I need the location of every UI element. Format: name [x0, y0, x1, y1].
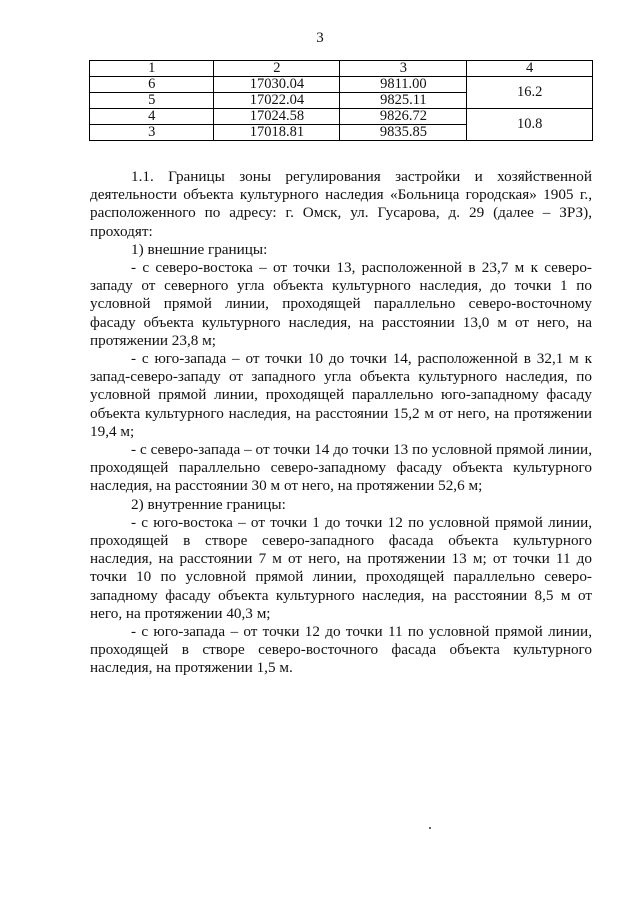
section-paragraph: 1.1. Границы зоны регулирования застройки и хозяйственной деятельности объекта культурного наследия «Больница городская» 1905 г., расположенного по адресу: г. Омск, ул. Гусарова, д. 29 (далее – ЗРЗ), проходят: [90, 168, 592, 240]
header-cell: 3 [340, 61, 467, 77]
y-cell: 9825.11 [340, 93, 467, 109]
boundary-paragraph: - с северо-запада – от точки 14 до точки 13 по условной прямой линии, проходящей параллельно северо-западному фасаду объекта культурного наследия, на расстоянии 30 м от него, на протяжении 52,6 м; [90, 441, 592, 495]
length-cell: 16.2 [467, 77, 593, 109]
coordinates-table [89, 60, 593, 141]
x-cell: 17030.04 [214, 77, 340, 93]
list-heading: 1) внешние границы: [131, 240, 268, 258]
x-cell: 17018.81 [214, 125, 340, 141]
table-header-row [90, 61, 593, 77]
table-row [90, 77, 593, 93]
boundary-paragraph: - с юго-запада – от точки 12 до точки 11 по условной прямой линии, проходящей в створе северо-восточного фасада объекта культурного наследия, на протяжении 1,5 м. [90, 623, 592, 677]
header-cell: 1 [90, 61, 214, 77]
point-cell: 4 [90, 109, 214, 125]
list-heading: 2) внутренние границы: [131, 495, 286, 513]
x-cell: 17022.04 [214, 93, 340, 109]
point-cell: 6 [90, 77, 214, 93]
scan-speck [429, 827, 431, 829]
point-cell: 3 [90, 125, 214, 141]
page-number: 3 [316, 30, 324, 46]
point-cell: 5 [90, 93, 214, 109]
boundary-paragraph: - с юго-востока – от точки 1 до точки 12 по условной прямой линии, проходящей в створе северо-западного фасада объекта культурного наследия, на расстоянии 7 м от него, на протяжении 13 м; от точки 11 до точки 10 по условной прямой линии, проходящей параллельно северо-западному фасаду объекта культурного наследия, на расстоянии 8,5 м от него, на протяжении 40,3 м; [90, 513, 592, 622]
y-cell: 9835.85 [340, 125, 467, 141]
header-cell: 4 [467, 61, 593, 77]
length-cell: 10.8 [467, 109, 593, 141]
table-row [90, 109, 593, 125]
boundary-paragraph: - с северо-востока – от точки 13, расположенной в 23,7 м к северо-западу от северного угла объекта культурного наследия, до точки 1 по условной прямой линии, проходящей параллельно северо-восточному фасаду объекта культурного наследия, на расстоянии 13,0 м от него, на протяжении 23,8 м; [90, 259, 592, 349]
x-cell: 17024.58 [214, 109, 340, 125]
boundary-paragraph: - с юго-запада – от точки 10 до точки 14, расположенной в 32,1 м к запад-северо-западу от западного угла объекта культурного наследия, по условной прямой линии, проходящей параллельно юго-западному фасаду объекта культурного наследия, на расстоянии 15,2 м от него, на протяжении 19,4 м; [90, 350, 592, 440]
header-cell: 2 [214, 61, 340, 77]
y-cell: 9811.00 [340, 77, 467, 93]
y-cell: 9826.72 [340, 109, 467, 125]
document-body [90, 168, 592, 678]
